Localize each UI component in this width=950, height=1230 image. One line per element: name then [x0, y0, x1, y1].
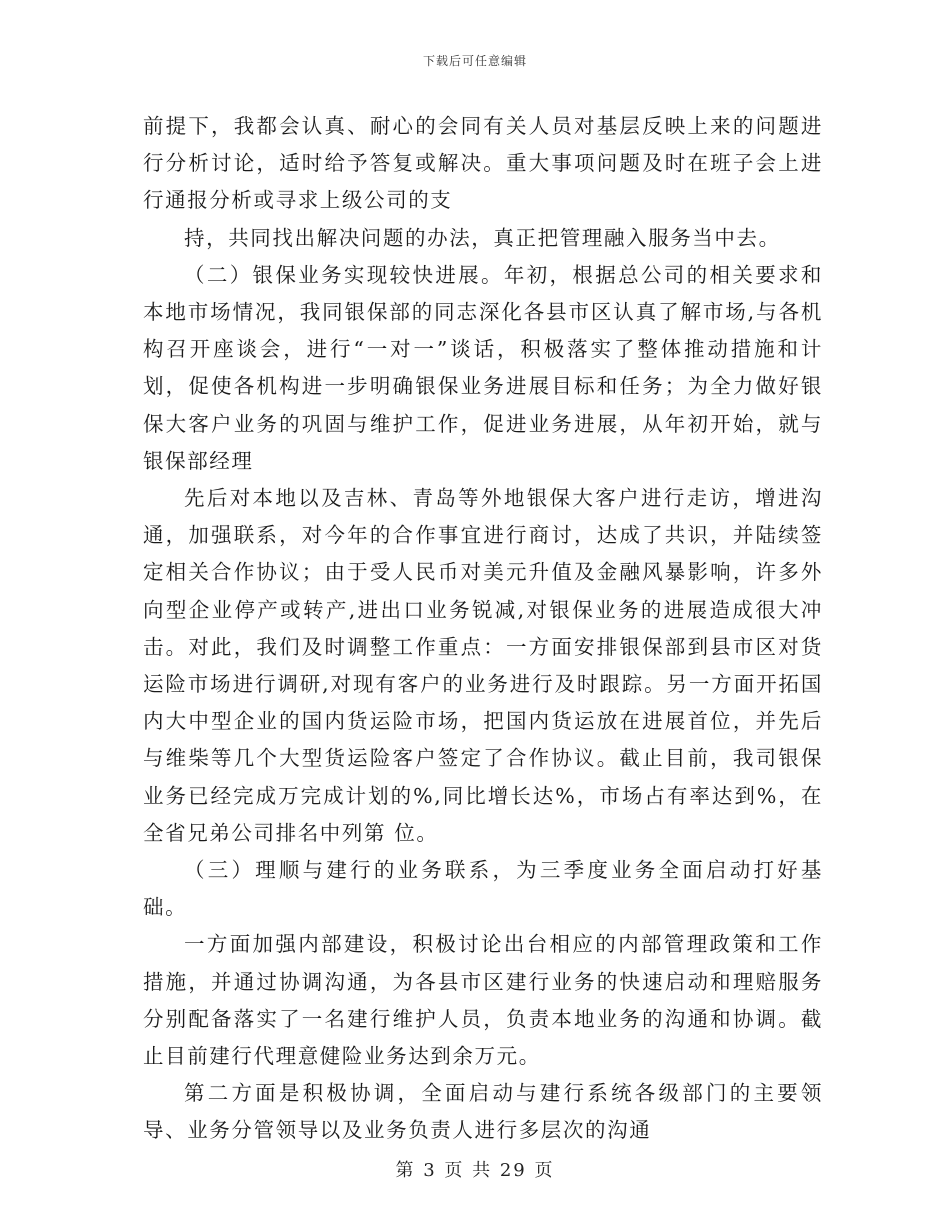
paragraph-1: 前提下，我都会认真、耐心的会同有关人员对基层反映上来的问题进行分析讨论，适时给予答复或解决。重大事项问题及时在班子会上进行通报分析或寻求上级公司的支	[143, 114, 823, 213]
paragraph-6: 一方面加强内部建设，积极讨论出台相应的内部管理政策和工作措施，并通过协调沟通，为各县市区建行业务的快速启动和理赔服务分别配备落实了一名建行维护人员，负责本地业务的沟通和协调。截止目前建行代理意健险业务达到余万元。	[143, 932, 823, 1069]
paragraph-5: （三）理顺与建行的业务联系，为三季度业务全面启动打好基础。	[143, 858, 823, 920]
document-body	[143, 108, 823, 1150]
paragraph-7: 第二方面是积极协调，全面启动与建行系统各级部门的主要领导、业务分管领导以及业务负责人进行多层次的沟通	[143, 1081, 823, 1143]
paragraph-4: 先后对本地以及吉林、青岛等外地银保大客户进行走访，增进沟通，加强联系，对今年的合作事宜进行商讨，达成了共识，并陆续签定相关合作协议；由于受人民币对美元升值及金融风暴影响，许多外向型企业停产或转产,进出口业务锐减,对银保业务的进展造成很大冲击。对此，我们及时调整工作重点：一方面安排银保部到县市区对货运险市场进行调研,对现有客户的业务进行及时跟踪。另一方面开拓国内大中型企业的国内货运险市场，把国内货运放在进展首位，并先后与维柴等几个大型货运险客户签定了合作协议。截止目前，我司银保业务已经完成万完成计划的%,同比增长达%，市场占有率达到%，在全省兄弟公司排名中列第 位。	[143, 486, 823, 845]
paragraph-2: 持，共同找出解决问题的办法，真正把管理融入服务当中去。	[184, 225, 781, 250]
paragraph-3: （二）银保业务实现较快进展。年初，根据总公司的相关要求和本地市场情况，我同银保部的同志深化各县市区认真了解市场,与各机构召开座谈会，进行“一对一”谈话，积极落实了整体推动措施和计划，促使各机构进一步明确银保业务进展目标和任务；为全力做好银保大客户业务的巩固与维护工作，促进业务进展，从年初开始，就与银保部经理	[143, 262, 823, 473]
page-header: 下载后可任意编辑	[422, 54, 527, 68]
page-footer: 第 3 页 共 29 页	[395, 1160, 555, 1181]
